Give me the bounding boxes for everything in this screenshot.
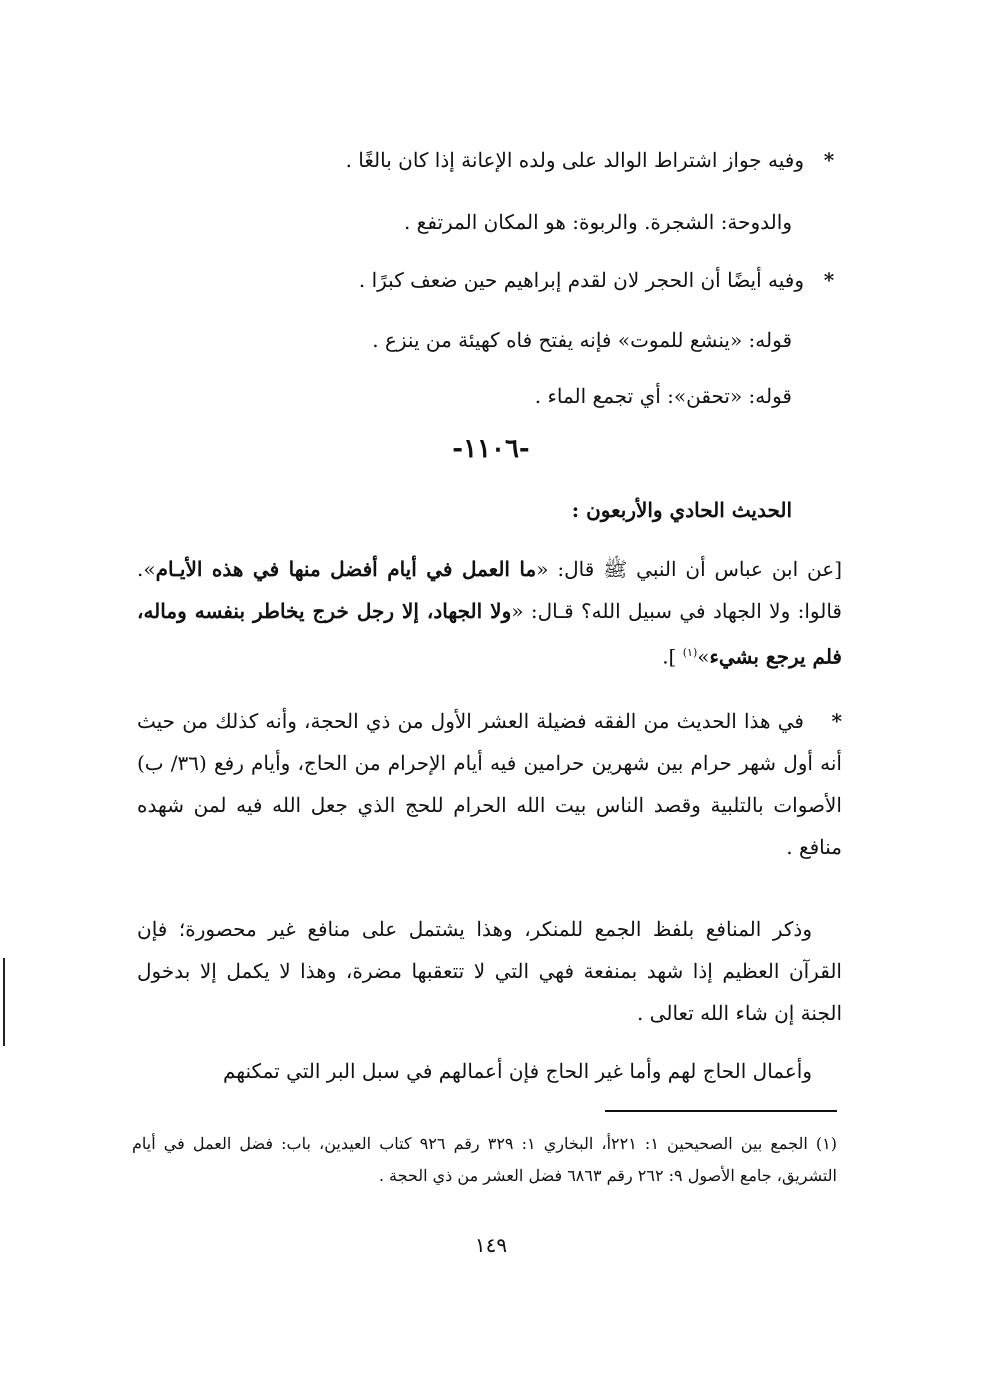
bullet-asterisk-icon: * [823, 268, 835, 292]
hadith-bold-1: ما العمل في أيام أفضل منها في هذه الأيـام [155, 557, 537, 581]
bullet-line-1 [142, 138, 842, 182]
bullet-text-1: وفيه جواز اشتراط الوالد على ولده الإعانة إذا كان بالغًا . [345, 148, 804, 172]
paragraph-last: وأعمال الحاج لهم وأما غير الحاج فإن أعمالهم في سبل البر التي تمكنهم [222, 1059, 812, 1083]
paragraph-manafi: وذكر المنافع بلفظ الجمع للمنكر، وهذا يشتمل على منافع غير محصورة؛ فإن القرآن العظيم إذا شهد بمنفعة فهي التي لا تتعقبها مضرة، وهذا لا يكمل إلا بدخول الجنة إن شاء الله تعالى . [137, 917, 842, 1025]
hadith-intro: [عن ابن عباس أن النبي ﷺ قال: « [536, 557, 842, 581]
footnote-text: (١) الجمع بين الصحيحين ١: ٢٢١أ، البخاري ١: ٣٢٩ رقم ٩٢٦ كتاب العيدين، باب: فضل العمل في أيام التشريق، جامع الأصول ٩: ٢٦٢ رقم ٦٨٦٣ فضل العشر من ذي الحجة . [132, 1134, 837, 1185]
bullet-line-3 [142, 258, 842, 302]
section-title: الحديث الحادي والأربعون : [571, 498, 792, 522]
bullet-text-3: وفيه أيضًا أن الحجر لان لقدم إبراهيم حين ضعف كبرًا . [358, 268, 804, 292]
paragraph-fiqh [137, 700, 842, 868]
bullet-asterisk-icon: * [831, 709, 842, 733]
paragraph-fiqh-text: في هذا الحديث من الفقه فضيلة العشر الأول من ذي الحجة، وأنه كذلك من حيث أنه أول شهر حرام بين شهرين حرامين فيه أيام الإحرام من الحاج، وأيام رفع (٣٦/ ب) الأصوات بالتلبية وقصد الناس بيت الله الحرام للحج الذي جعل الله فيه لمن شهده منافع . [137, 709, 842, 859]
hadith-close: » [697, 644, 710, 669]
page-number: ١٤٩ [474, 1233, 508, 1257]
hadith-middle: ». قالوا: ولا الجهاد في سبيل الله؟ قـال: « [137, 557, 842, 623]
text-line-5: قوله: «تحقن»: أي تجمع الماء . [534, 384, 792, 408]
text-line-2: والدوحة: الشجرة. والربوة: هو المكان المرتفع . [403, 210, 792, 234]
scan-edge-line [3, 958, 5, 1046]
hadith-text [137, 548, 842, 678]
footnote-divider [605, 1110, 837, 1112]
hadith-end: ]. [662, 644, 683, 669]
text-line-4: قوله: «ينشع للموت» فإنه يفتح فاه كهيئة من ينزع . [372, 328, 792, 352]
bullet-asterisk-icon: * [823, 148, 835, 172]
footnote-ref: (١) [682, 646, 698, 659]
hadith-bold-2: ولا الجهاد، إلا رجل خرج يخاطر بنفسه وماله، فلم يرجع بشيء [137, 599, 842, 669]
hadith-number: -١١٠٦- [452, 434, 530, 464]
